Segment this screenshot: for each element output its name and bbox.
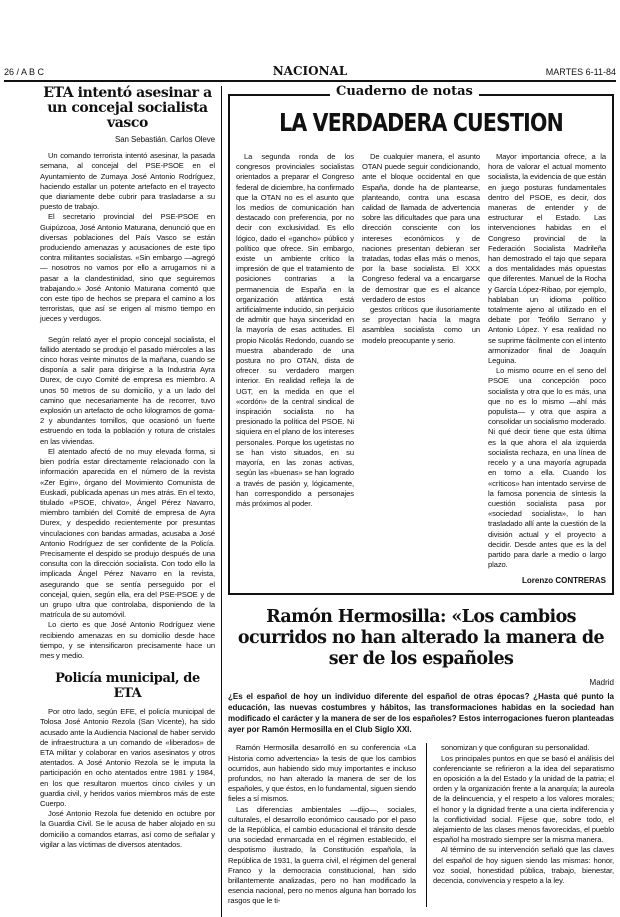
- cuaderno-box: [228, 84, 614, 595]
- paragraph: Por otro lado, según EFE, el policía municipal de Tolosa José Antonio Rezola (San Vicente), ha sido acusado ante la Audiencia Nacional de haber servido de infraestructura a un comando de «liberados» de ETA militar y colaborar en varios asesinatos y otros atentados. A José Antonio Rezola se le imputa la participación en ocho atentados entre 1981 y 1984, en los que resultaron muertos cinco civiles y un guardia civil, y heridos varios miembros más de este Cuerpo.: [40, 707, 215, 808]
- paragraph: gestos críticos que ilusoriamente se proyectan hacia la magra asamblea socialista como un modelo preocupante y serio.: [362, 305, 480, 345]
- paragraph: Las diferencias ambientales —dijo—, sociales, culturales, el desarrollo económico causado por el paso de la República, el cambio educacional el tránsito desde una sociedad enmarcada en el régimen establecido, el despotismo ilustrado, la Constitución española, la República de 1931, la guerra civil, el régimen del general Franco y la democracia constitucional, han sido brillantemente analizadas, pero no han modificado la esencia nacional, pero no menos alguna han borrado los rasgos que le ti-: [228, 804, 416, 906]
- policia-headline: Policía municipal, de ETA: [55, 671, 200, 702]
- cuaderno-signature: Lorenzo CONTRERAS: [522, 576, 606, 586]
- right-column: [228, 84, 614, 917]
- paragraph: La segunda ronda de los congresos provinciales socialistas orientados a preparar el Congreso federal de diciembre, ha confirmado que la OTAN no es el asunto que los medios de comunicación han destacado con preferencia, por no decir con exclusividad. Es ello lógico, dado el «gancho» público y político que ofrece. Sin embargo, existe un ambiente crítico la impresión de que el tratamiento de posiciones contrarias a la permanencia de España en la organización atlántica está artificialmente inducido, sin perjuicio de admitir que haya sinceridad en la mayoría de esas actitudes. El propio Nicolás Redondo, cuando se muestra abanderado de una postura no pro OTAN, dista de ofrecer su verdadero margen interior. En realidad refleja la de UGT, en la medida en que el «cordón» de la central sindical de inspiración socialista no ha presionado la política del PSOE. Ni siquiera en el plano de los intereses personales. Porque los ugetistas no se han visto situados, en su mayoría, en las zonas activas, según las «buenas» se han logrado a través de pasión y, lógicamente, han correspondido a personajes más próximos al poder.: [236, 152, 354, 508]
- page-number: 26 / A B C: [4, 67, 45, 77]
- cuaderno-columns: [236, 152, 606, 570]
- section-title: NACIONAL: [272, 64, 348, 78]
- header-rule: [4, 80, 616, 82]
- hermosilla-headline: Ramón Hermosilla: «Los cambios ocurridos no han alterado la manera de ser de los españoles: [237, 607, 605, 670]
- dateline: Madrid: [589, 678, 614, 688]
- paragraph: El secretario provincial del PSE-PSOE en Guipúzcoa, José Antonio Maturana, denunció que en diversas poblaciones del País Vasco se están produciendo amenazas y acusaciones de este tipo contra militantes socialistas. «Sin embargo —agregó— nosotros no vamos por ello a arrugarnos ni a pasar a la clandestinidad, sino que seguiremos trabajando.» José Antonio Maturana comentó que con este tipo de hechos se prepara el camino a los terroristas, que así se erigen al mismo tiempo en jueces y verdugos.: [40, 212, 215, 324]
- hermosilla-lead: ¿Es el español de hoy un individuo diferente del español de otras épocas? ¿Hasta qué punto la educación, las nuevas costumbres y hábitos, las transformaciones habidas en la sociedad han modificado el carácter y la manera de ser de los españoles? Estos interrogaciones fueron planteadas ayer por Ramón Hermosilla en el Club Siglo XXI.: [228, 692, 614, 735]
- paragraph: Los principales puntos en que se basó el análisis del conferenciante se refirieron a la idea del separatismo en oposición a la del Estado y la unidad de la patria; el orden y la organización frente a la anarquía; la aureola de la delincuencia, y el respeto a los valores morales; el honor y la dignidad frente a una cierta indiferencia y la conflictividad social. Fíjese que, sobre todo, el alejamiento de las clases menos favorecidas, el pueblo español ha mostrado siempre ser la misma manera.: [433, 753, 614, 845]
- cuaderno-headline: LA VERDADERA CUESTION: [279, 108, 563, 137]
- paragraph: Lo mismo ocurre en el seno del PSOE una concepción poco socialista y otra que lo es más, una que no es lo mismo —ahí más populista— y otra que aspira a consolidar un socialismo moderado. Ni qué decir tiene que esta última es la que ahora el ala izquierda socialista rechaza, en una línea de recelo y a una mayoría agrupada en torno a ella. Cuando los «críticos» han intentado servirse de la famosa ponencia de síntesis la cuestión socialista pasa por «sociedad socialista», lo han trasladado allí ante la cuestión de la división actual y el proyecto a decidir. Desde antes que es la del partido para darle a medio o largo plazo.: [488, 366, 606, 570]
- eta-article: [40, 86, 215, 860]
- column-divider: [221, 86, 222, 917]
- paragraph: Al término de su intervención señaló que las claves del español de hoy siguen siendo las mismas: honor, voz social, honestidad pública, trabajo, bienestar, decencia, convivencia y respeto a la ley.: [433, 845, 614, 885]
- paragraph: Un comando terrorista intentó asesinar, la pasada semana, al concejal del PSE-PSOE en el Ayuntamiento de Zumaya José Antonio Rodríguez, haciendo estallar un potente artefacto en el trayecto que diariamente debe cubrir para trasladarse a su puesto de trabajo.: [40, 151, 215, 212]
- paragraph: Mayor importancia ofrece, a la hora de valorar el actual momento socialista, la evidencia de que están en juego posturas fundamentales dentro del PSOE, es decir, dos maneras de entender y de estructurar el Estado. Las intervenciones habidas en el Congreso provincial de la Federación Socialista Madrileña han demostrado el tajo que separa a dos mentalidades más opuestas que diferentes. Manuel de la Rocha y García López-Ribao, por ejemplo, hablaban un idioma político totalmente ajeno al utilizado en el debate por Teófilo Serrano y Antonio López. Y esa realidad no se suprime fácilmente con el intento armonizador final de Joaquín Leguina.: [488, 152, 606, 366]
- page-header: [4, 64, 616, 80]
- paragraph: sonomizan y que configuran su personalidad.: [441, 743, 590, 753]
- paragraph: José Antonio Rezola fue detenido en octubre por la Guardia Civil. Se le acusa de haber alojado en su domicilio a comandos etarras, así como de señalar y vigilar a las víctimas de diversos atentados.: [40, 809, 215, 849]
- paragraph: El atentado afectó de no muy elevada forma, si bien podría estar directamente relacionado con la información aparecida en el número de la revista «Zer Egin», órgano del Movimiento Comunista de Euskadi, publicada apenas un mes atrás. En el texto, titulado «PSOE, chivato», Ángel Pérez Navarro, miembro también del Comité de empresa de Ayra Durex, y despedido recientemente por presuntas vinculaciones con bandas armadas, acusaba a José Antonio Rodríguez de ser confidente de la Policía. Precisamente el despido se produjo después de una consulta con la dirección socialista. Con todo ello la implicada Ángel Pérez Navarro en la revista, asegurando que se sentía perseguido por el concejal, quien, según ella, era del PSE-PSOE y de un grupo ultra que controlaba, disponiendo de la matrícula de su automóvil.: [40, 446, 215, 620]
- paragraph: Lo cierto es que José Antonio Rodríguez viene recibiendo amenazas en su domicilio desde hace tiempo, y se intensificaron precisamente hace un mes y medio.: [40, 620, 215, 660]
- issue-date: MARTES 6-11-84: [545, 67, 616, 77]
- paragraph: Ramón Hermosilla desarrolló en su conferencia «La Historia como advertencia» la tesis de que los cambios ocurridos, aun habiendo sido muy importantes e incluso profundos, no han alterado la manera de ser de los españoles, y que éstos, en lo fundamental, siguen siendo fieles a sí mismos.: [228, 743, 416, 804]
- paragraph: Según relató ayer el propio concejal socialista, el fallido atentado se produjo el pasado miércoles a las cinco horas veinte minutos de la mañana, cuando se disponía a salir para dirigirse a la Industria Ayra Durex, de cuyo Comité de empresa es miembro. A unos 50 metros de su domicilio, y a un lado del camino que necesariamente ha de recorrer, tuvo explosión un artefacto de ocho kilogramos de goma-2 y abundantes tornillos, que ocasionó un fuerte estruendo en toda la población y rotura de cristales en las viviendas.: [40, 334, 215, 446]
- eta-byline: San Sebastián. Carlos Oleve: [114, 135, 215, 144]
- eta-headline: ETA intentó asesinar a un concejal socialista vasco: [43, 85, 212, 131]
- cuaderno-label: Cuaderno de notas: [330, 84, 479, 100]
- paragraph: De cualquier manera, el asunto OTAN puede seguir condicionando, ante el bloque occidental en que España, donde ha de plantearse, planteando, contra una escasa calidad de llamada de advertencia sobre las dificultades que para una dirección consciente con los intereses económicos y de naciones presentan debieran ser tratadas, todas ellas más o menos, por la base socialista. El XXX Congreso federal va a encargarse de demostrar que es el alcance verdadero de estos: [362, 152, 480, 304]
- hermosilla-columns: [228, 743, 614, 906]
